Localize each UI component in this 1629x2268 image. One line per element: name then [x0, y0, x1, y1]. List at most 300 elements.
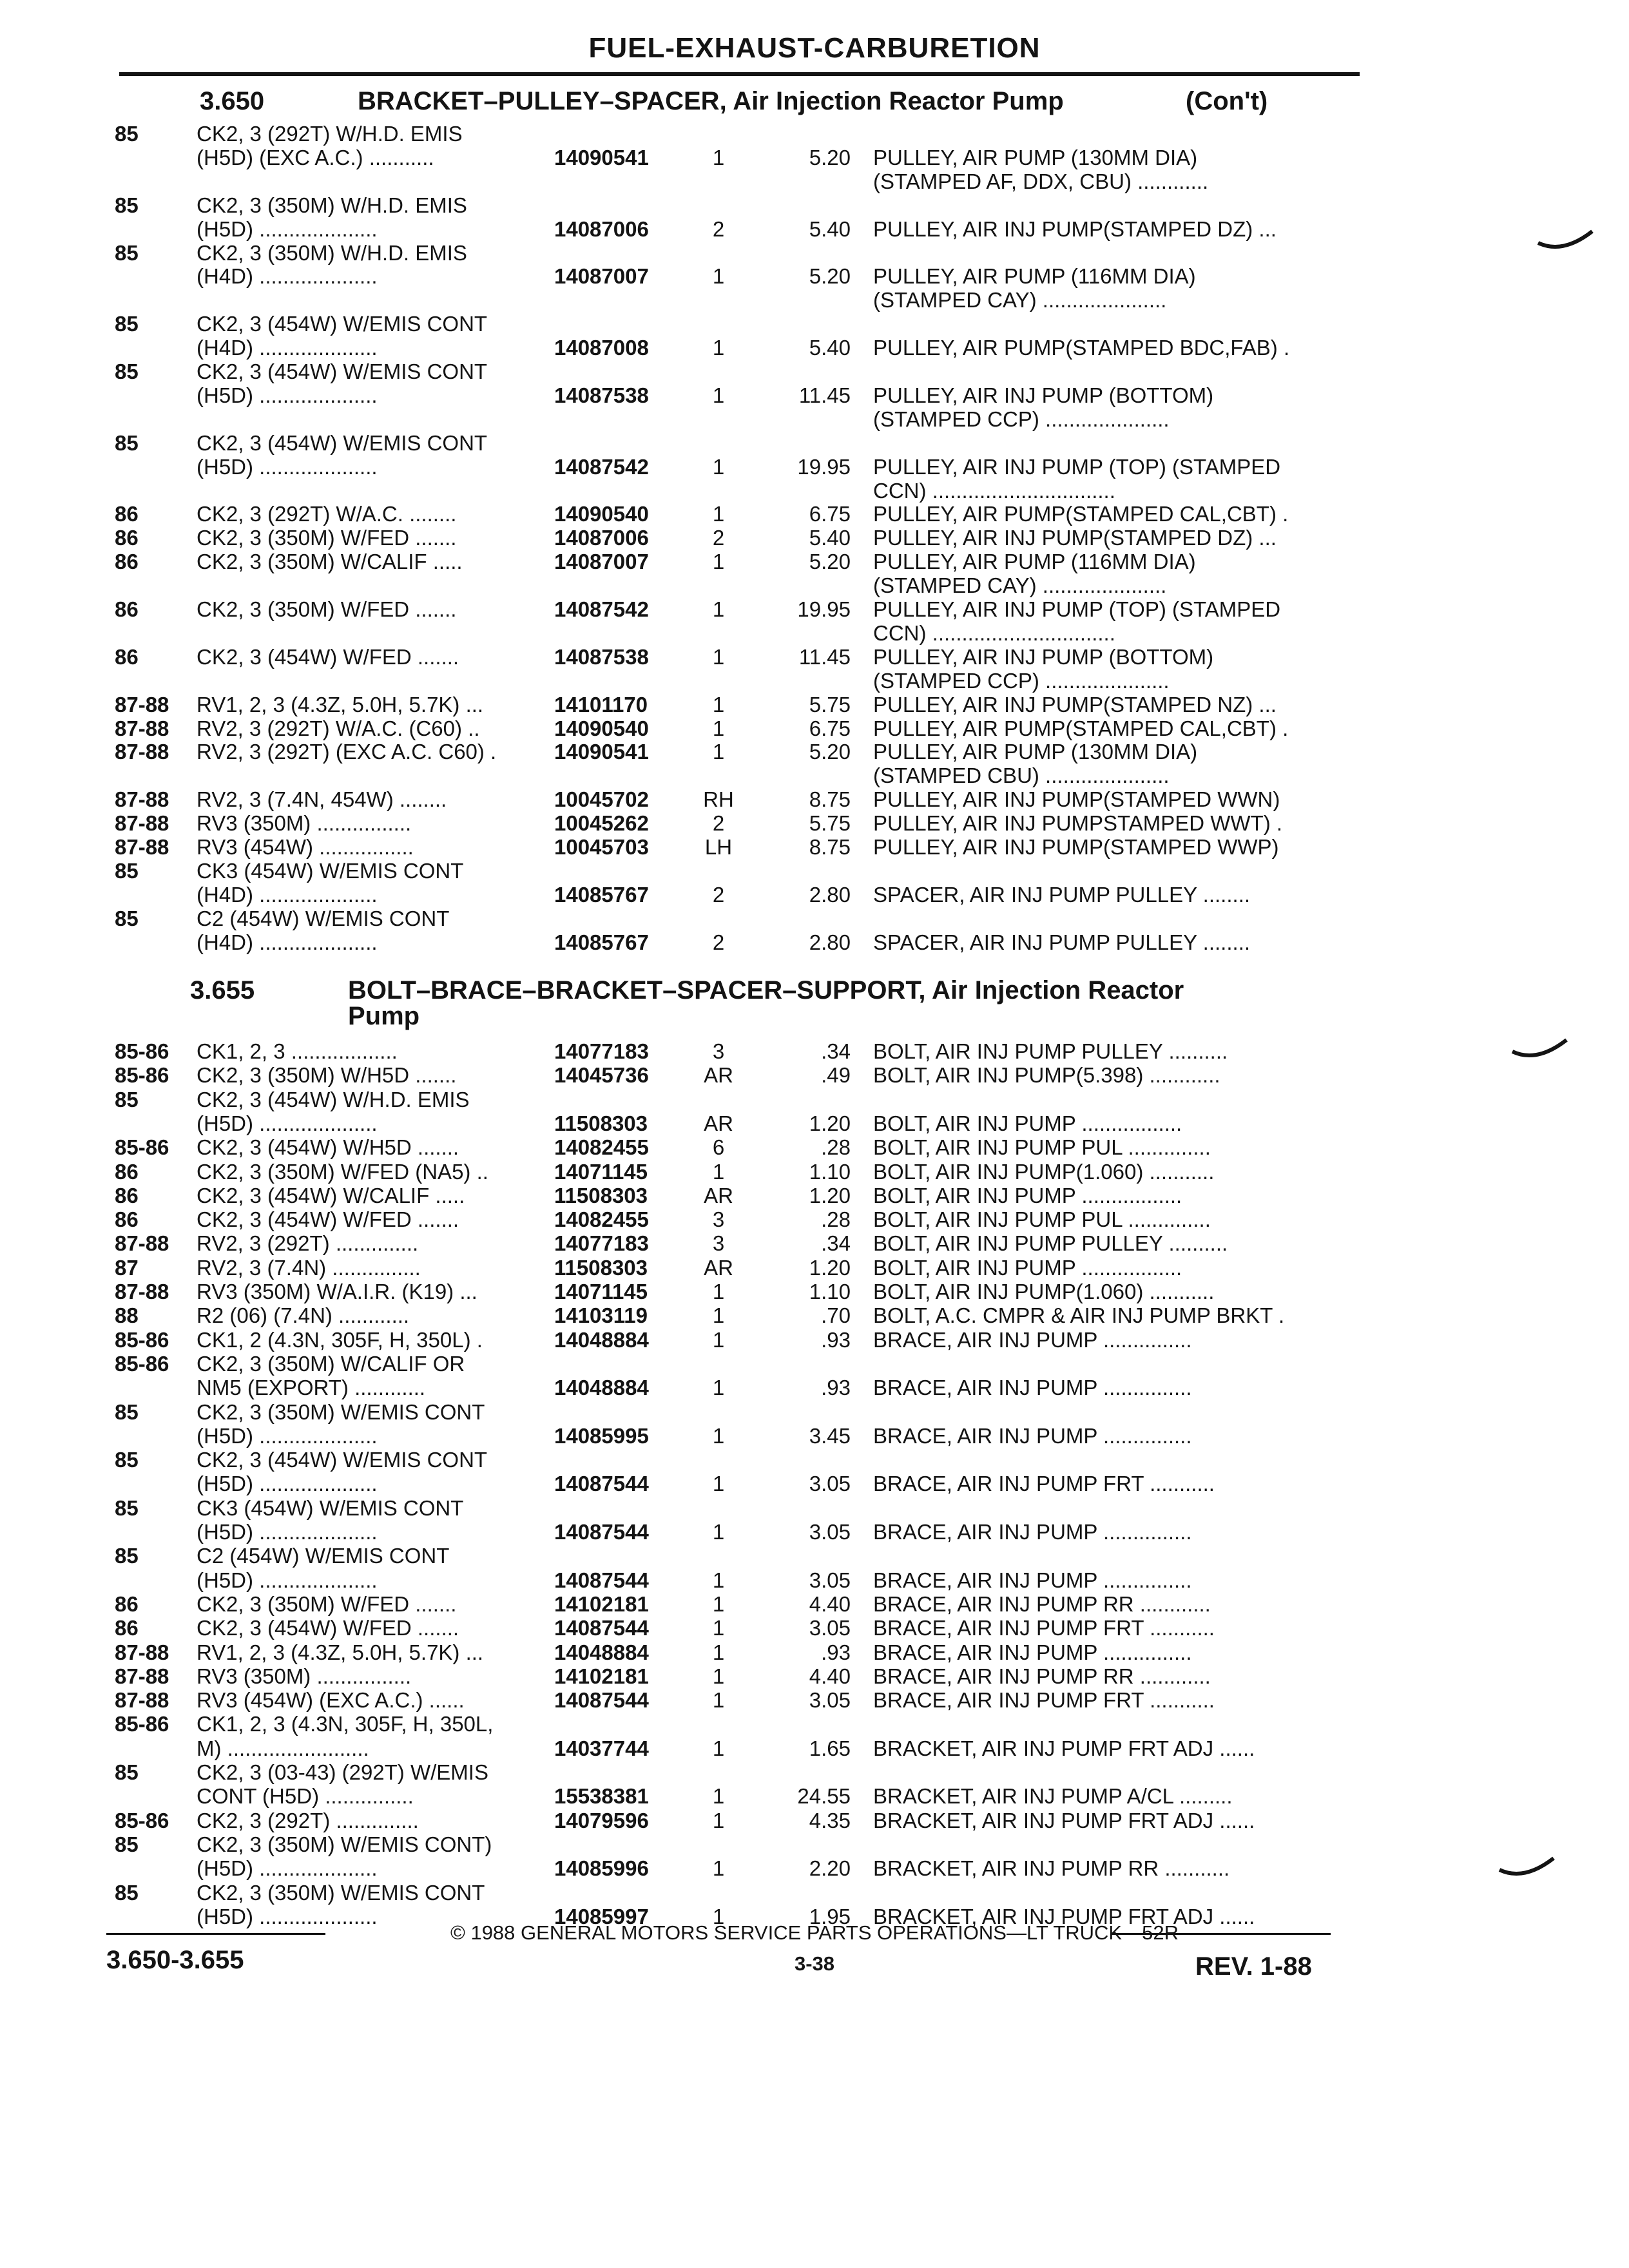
- description: CK2, 3 (350M) W/CALIF OR: [197, 1351, 465, 1376]
- part-name: BOLT, AIR INJ PUMP PUL ..............: [873, 1135, 1211, 1160]
- model-year: 85-86: [115, 1327, 169, 1352]
- part-number: 14090540: [554, 716, 649, 740]
- parts-row: [0, 407, 1629, 432]
- part-number: 10045703: [554, 835, 649, 859]
- part-number: 11508303: [554, 1111, 648, 1135]
- description: CK2, 3 (350M) W/H5D .......: [197, 1063, 457, 1088]
- part-number: 14082455: [554, 1207, 649, 1232]
- parts-row: [0, 264, 1629, 289]
- part-number: 14102181: [554, 1591, 649, 1616]
- part-number: 14087544: [554, 1568, 649, 1592]
- parts-row: [0, 287, 1629, 313]
- parts-row: [0, 1447, 1629, 1473]
- part-number: 10045702: [554, 787, 649, 812]
- part-number: 14087542: [554, 597, 649, 621]
- price: 5.40: [809, 216, 851, 241]
- parts-row: [0, 549, 1629, 575]
- quantity: LH: [704, 835, 733, 859]
- parts-row: [0, 216, 1629, 242]
- quantity: 2: [712, 811, 725, 836]
- parts-row: [0, 930, 1629, 956]
- description: RV3 (454W) ................: [197, 835, 414, 859]
- parts-row: [0, 620, 1629, 646]
- description: RV2, 3 (7.4N) ...............: [197, 1255, 421, 1280]
- part-name: BOLT, AIR INJ PUMP .................: [873, 1111, 1182, 1135]
- part-name: BRACE, AIR INJ PUMP FRT ...........: [873, 1688, 1215, 1713]
- description: (H5D) ....................: [197, 1520, 378, 1544]
- quantity: 1: [712, 1280, 725, 1303]
- parts-row: [0, 1711, 1629, 1737]
- description: (H5D) ....................: [197, 383, 378, 407]
- model-year: 86: [115, 550, 139, 574]
- part-name: (STAMPED CBU) .....................: [873, 764, 1170, 788]
- description: C2 (454W) W/EMIS CONT: [197, 1544, 450, 1568]
- part-number: 14102181: [554, 1664, 649, 1688]
- description: (H4D) ....................: [197, 336, 378, 360]
- parts-row: [0, 1279, 1629, 1305]
- price: 8.75: [809, 787, 851, 812]
- part-name: PULLEY, AIR PUMP (130MM DIA): [873, 145, 1198, 169]
- quantity: 1: [712, 1472, 725, 1496]
- model-year: 85: [115, 122, 139, 146]
- parts-row: [0, 716, 1629, 742]
- model-year: 85: [115, 1544, 139, 1568]
- model-year: 87-88: [115, 692, 169, 716]
- description: (H5D) ....................: [197, 1856, 378, 1881]
- description: CK2, 3 (03-43) (292T) W/EMIS: [197, 1760, 488, 1784]
- description: (H4D) ....................: [197, 882, 378, 907]
- part-name: BRACE, AIR INJ PUMP FRT ...........: [873, 1472, 1215, 1496]
- part-number: 14045736: [554, 1063, 649, 1088]
- model-year: 85: [115, 906, 139, 930]
- part-name: PULLEY, AIR INJ PUMPSTAMPED WWT) .: [873, 811, 1283, 836]
- parts-row: [0, 1519, 1629, 1545]
- model-year: 86: [115, 1616, 139, 1640]
- parts-row: [0, 1135, 1629, 1160]
- part-number: 14090540: [554, 502, 649, 526]
- quantity: 1: [712, 1856, 725, 1881]
- model-year: 86: [115, 1207, 139, 1232]
- model-year: 85: [115, 1399, 139, 1424]
- parts-row: [0, 906, 1629, 932]
- part-number: 14087008: [554, 336, 649, 360]
- price: .28: [821, 1207, 851, 1232]
- parts-row: [0, 430, 1629, 456]
- model-year: 85: [115, 240, 139, 265]
- parts-row: [0, 834, 1629, 860]
- quantity: 1: [712, 1327, 725, 1352]
- price: 11.45: [798, 383, 851, 407]
- description: (H5D) ....................: [197, 1568, 378, 1592]
- parts-row: [0, 1351, 1629, 1377]
- description: CK3 (454W) W/EMIS CONT: [197, 1495, 464, 1520]
- price: 4.35: [809, 1808, 851, 1832]
- part-number: 14087544: [554, 1688, 649, 1713]
- quantity: 3: [712, 1231, 725, 1256]
- part-number: 14087006: [554, 526, 649, 550]
- parts-row: [0, 573, 1629, 599]
- parts-row: [0, 1423, 1629, 1449]
- description: NM5 (EXPORT) ............: [197, 1376, 426, 1400]
- part-name: BOLT, AIR INJ PUMP .................: [873, 1255, 1182, 1280]
- parts-row: [0, 311, 1629, 337]
- price: 5.40: [809, 336, 851, 360]
- part-number: 11508303: [554, 1255, 648, 1280]
- model-year: 86: [115, 1591, 139, 1616]
- part-number: 14087544: [554, 1616, 649, 1640]
- part-name: PULLEY, AIR INJ PUMP (TOP) (STAMPED: [873, 597, 1281, 621]
- description: RV2, 3 (292T) (EXC A.C. C60) .: [197, 740, 497, 764]
- part-number: 14087538: [554, 644, 649, 669]
- price: .34: [821, 1231, 851, 1256]
- model-year: 85: [115, 1880, 139, 1905]
- parts-row: [0, 1399, 1629, 1425]
- quantity: 1: [712, 550, 725, 574]
- part-name: BRACKET, AIR INJ PUMP RR ...........: [873, 1856, 1230, 1881]
- quantity: 1: [712, 1808, 725, 1832]
- part-number: 14048884: [554, 1640, 649, 1664]
- description: CK2, 3 (350M) W/EMIS CONT: [197, 1399, 485, 1424]
- price: .49: [821, 1063, 851, 1088]
- parts-row: [0, 1087, 1629, 1113]
- parts-row: [0, 169, 1629, 195]
- footer-page-number: 3-38: [794, 1952, 835, 1975]
- part-name: BRACKET, AIR INJ PUMP FRT ADJ ......: [873, 1904, 1255, 1928]
- description: (H5D) ....................: [197, 1904, 378, 1928]
- quantity: 1: [712, 145, 725, 169]
- price: 3.45: [809, 1423, 851, 1448]
- parts-row: [0, 882, 1629, 908]
- model-year: 85: [115, 1832, 139, 1856]
- parts-row: [0, 478, 1629, 504]
- price: 1.20: [809, 1111, 851, 1135]
- description: CK2, 3 (454W) W/CALIF .....: [197, 1183, 465, 1207]
- price: .93: [821, 1327, 851, 1352]
- parts-row: [0, 359, 1629, 385]
- description: RV1, 2, 3 (4.3Z, 5.0H, 5.7K) ...: [197, 692, 484, 716]
- part-name: BRACE, AIR INJ PUMP ...............: [873, 1423, 1192, 1448]
- parts-row: [0, 1687, 1629, 1713]
- part-name: BRACKET, AIR INJ PUMP FRT ADJ ......: [873, 1736, 1255, 1760]
- part-number: 14077183: [554, 1039, 649, 1063]
- price: 3.05: [809, 1472, 851, 1496]
- parts-row: [0, 335, 1629, 361]
- description: RV3 (350M) ................: [197, 811, 412, 836]
- part-name: BOLT, AIR INJ PUMP(1.060) ...........: [873, 1280, 1215, 1303]
- price: 3.05: [809, 1568, 851, 1592]
- price: 2.20: [809, 1856, 851, 1881]
- description: CK2, 3 (292T) ..............: [197, 1808, 419, 1832]
- part-name: BRACE, AIR INJ PUMP ...............: [873, 1327, 1192, 1352]
- section-number: 3.655: [190, 976, 255, 1004]
- quantity: 1: [712, 1616, 725, 1640]
- description: CK2, 3 (350M) W/EMIS CONT): [197, 1832, 492, 1856]
- quantity: 1: [712, 1784, 725, 1809]
- model-year: 87-88: [115, 716, 169, 740]
- part-name: (STAMPED CAY) .....................: [873, 288, 1167, 312]
- price: 5.20: [809, 550, 851, 574]
- part-name: SPACER, AIR INJ PUMP PULLEY ........: [873, 930, 1251, 954]
- part-number: 14085995: [554, 1423, 649, 1448]
- quantity: AR: [704, 1111, 733, 1135]
- part-name: PULLEY, AIR PUMP(STAMPED CAL,CBT) .: [873, 502, 1289, 526]
- model-year: 87-88: [115, 1640, 169, 1664]
- model-year: 88: [115, 1303, 139, 1328]
- part-name: PULLEY, AIR PUMP (116MM DIA): [873, 550, 1196, 574]
- quantity: 1: [712, 454, 725, 479]
- description: C2 (454W) W/EMIS CONT: [197, 906, 450, 930]
- parts-row: [0, 1111, 1629, 1137]
- description: CK3 (454W) W/EMIS CONT: [197, 858, 464, 883]
- description: RV1, 2, 3 (4.3Z, 5.0H, 5.7K) ...: [197, 1640, 484, 1664]
- footer-section-ref: 3.650-3.655: [106, 1946, 244, 1974]
- parts-row: [0, 1231, 1629, 1256]
- description: R2 (06) (7.4N) ............: [197, 1303, 410, 1328]
- page-header-title: FUEL-EXHAUST-CARBURETION: [588, 32, 1041, 64]
- price: 19.95: [797, 454, 851, 479]
- footer-copyright: © 1988 GENERAL MOTORS SERVICE PARTS OPERATIONS—LT TRUCK—52R: [450, 1921, 1179, 1944]
- quantity: RH: [703, 787, 734, 812]
- description: (H4D) ....................: [197, 264, 378, 289]
- price: 1.20: [809, 1183, 851, 1207]
- part-name: PULLEY, AIR PUMP (130MM DIA): [873, 740, 1198, 764]
- model-year: 86: [115, 1183, 139, 1207]
- quantity: 6: [712, 1135, 725, 1160]
- parts-row: [0, 1327, 1629, 1353]
- section-number: 3.650: [200, 87, 265, 115]
- part-number: 14085997: [554, 1904, 649, 1928]
- price: 6.75: [809, 716, 851, 740]
- parts-row: [0, 1062, 1629, 1088]
- description: CK2, 3 (350M) W/FED (NA5) ..: [197, 1159, 488, 1184]
- parts-row: [0, 1375, 1629, 1401]
- model-year: 87-88: [115, 1231, 169, 1256]
- part-number: 14085767: [554, 882, 649, 907]
- quantity: 1: [712, 597, 725, 621]
- description: CK2, 3 (454W) W/EMIS CONT: [197, 312, 488, 336]
- part-name: BOLT, AIR INJ PUMP .................: [873, 1183, 1182, 1207]
- parts-row: [0, 1640, 1629, 1666]
- description: CK2, 3 (350M) W/H.D. EMIS: [197, 240, 467, 265]
- section-continued: (Con't): [1186, 87, 1268, 115]
- price: 1.65: [809, 1736, 851, 1760]
- price: 4.40: [809, 1591, 851, 1616]
- model-year: 85: [115, 193, 139, 217]
- description: (H5D) ....................: [197, 454, 378, 479]
- parts-row: [0, 739, 1629, 765]
- parts-row: [0, 525, 1629, 551]
- parts-row: [0, 1808, 1629, 1834]
- price: 5.75: [809, 692, 851, 716]
- part-name: PULLEY, AIR INJ PUMP(STAMPED DZ) ...: [873, 526, 1277, 550]
- part-name: BOLT, AIR INJ PUMP PULLEY ..........: [873, 1039, 1228, 1063]
- part-number: 14087542: [554, 454, 649, 479]
- model-year: 85-86: [115, 1808, 169, 1832]
- parts-row: [0, 1591, 1629, 1617]
- part-name: (STAMPED AF, DDX, CBU) ............: [873, 169, 1209, 193]
- model-year: 87-88: [115, 811, 169, 836]
- description: CK1, 2, 3 ..................: [197, 1039, 398, 1063]
- quantity: 1: [712, 1568, 725, 1592]
- part-name: BOLT, A.C. CMPR & AIR INJ PUMP BRKT .: [873, 1303, 1285, 1328]
- header-rule: [119, 72, 1360, 76]
- description: RV3 (454W) (EXC A.C.) ......: [197, 1688, 465, 1713]
- description: CK2, 3 (350M) W/H.D. EMIS: [197, 193, 467, 217]
- part-number: 14087538: [554, 383, 649, 407]
- quantity: 1: [712, 1159, 725, 1184]
- model-year: 87-88: [115, 787, 169, 812]
- part-number: 14077183: [554, 1231, 649, 1256]
- quantity: AR: [704, 1183, 733, 1207]
- quantity: 1: [712, 1376, 725, 1400]
- quantity: 1: [712, 740, 725, 764]
- parts-row: [0, 1856, 1629, 1881]
- check-mark-1: [1537, 229, 1595, 255]
- model-year: 85: [115, 858, 139, 883]
- part-name: (STAMPED CCP) .....................: [873, 668, 1170, 693]
- model-year: 87-88: [115, 1664, 169, 1688]
- quantity: AR: [704, 1063, 733, 1088]
- part-name: BRACKET, AIR INJ PUMP A/CL .........: [873, 1784, 1233, 1809]
- description: RV2, 3 (292T) ..............: [197, 1231, 419, 1256]
- model-year: 85: [115, 1760, 139, 1784]
- model-year: 87-88: [115, 740, 169, 764]
- price: 1.95: [809, 1904, 851, 1928]
- price: .34: [821, 1039, 851, 1063]
- model-year: 87: [115, 1255, 139, 1280]
- quantity: 1: [712, 502, 725, 526]
- part-number: 14037744: [554, 1736, 649, 1760]
- description: (H5D) ....................: [197, 216, 378, 241]
- price: 3.05: [809, 1520, 851, 1544]
- parts-row: [0, 858, 1629, 884]
- part-number: 14087007: [554, 550, 649, 574]
- description: (H5D) (EXC A.C.) ...........: [197, 145, 434, 169]
- section-title-line2: Pump: [348, 1002, 420, 1030]
- parts-row: [0, 692, 1629, 718]
- parts-row: [0, 1159, 1629, 1185]
- model-year: 86: [115, 1159, 139, 1184]
- part-number: 14087006: [554, 216, 649, 241]
- parts-row: [0, 145, 1629, 171]
- quantity: 1: [712, 1640, 725, 1664]
- part-name: BRACKET, AIR INJ PUMP FRT ADJ ......: [873, 1808, 1255, 1832]
- quantity: AR: [704, 1255, 733, 1280]
- parts-row: [0, 1832, 1629, 1858]
- part-number: 14101170: [554, 692, 648, 716]
- quantity: 1: [712, 644, 725, 669]
- quantity: 1: [712, 1423, 725, 1448]
- part-name: BOLT, AIR INJ PUMP(1.060) ...........: [873, 1159, 1215, 1184]
- part-name: BRACE, AIR INJ PUMP ...............: [873, 1520, 1192, 1544]
- description: RV3 (350M) W/A.I.R. (K19) ...: [197, 1280, 477, 1303]
- parts-row: [0, 193, 1629, 218]
- description: CK2, 3 (454W) W/EMIS CONT: [197, 360, 488, 383]
- footer-revision: REV. 1-88: [1195, 1952, 1312, 1981]
- part-name: CCN) ...............................: [873, 478, 1115, 503]
- quantity: 2: [712, 526, 725, 550]
- part-number: 10045262: [554, 811, 649, 836]
- quantity: 1: [712, 336, 725, 360]
- parts-row: [0, 1183, 1629, 1209]
- parts-row: [0, 1207, 1629, 1233]
- price: .70: [821, 1303, 851, 1328]
- price: 6.75: [809, 502, 851, 526]
- price: 5.20: [809, 264, 851, 289]
- check-mark-2: [1511, 1037, 1569, 1063]
- parts-row: [0, 240, 1629, 266]
- price: .93: [821, 1640, 851, 1664]
- part-number: 14090541: [554, 145, 649, 169]
- description: (H5D) ....................: [197, 1472, 378, 1496]
- parts-row: [0, 668, 1629, 694]
- quantity: 1: [712, 383, 725, 407]
- quantity: 1: [712, 1688, 725, 1713]
- part-name: BOLT, AIR INJ PUMP PUL ..............: [873, 1207, 1211, 1232]
- price: 5.75: [809, 811, 851, 836]
- price: 1.10: [809, 1280, 851, 1303]
- quantity: 1: [712, 1591, 725, 1616]
- model-year: 87-88: [115, 1688, 169, 1713]
- parts-row: [0, 787, 1629, 812]
- part-name: CCN) ...............................: [873, 620, 1115, 645]
- price: 5.20: [809, 145, 851, 169]
- parts-row: [0, 1736, 1629, 1762]
- part-name: PULLEY, AIR INJ PUMP (TOP) (STAMPED: [873, 454, 1281, 479]
- part-number: 14079596: [554, 1808, 649, 1832]
- parts-row: [0, 1039, 1629, 1064]
- part-number: 14087544: [554, 1472, 649, 1496]
- part-name: BRACE, AIR INJ PUMP RR ............: [873, 1664, 1211, 1688]
- part-name: (STAMPED CCP) .....................: [873, 407, 1170, 431]
- part-name: BOLT, AIR INJ PUMP PULLEY ..........: [873, 1231, 1228, 1256]
- description: CK2, 3 (454W) W/EMIS CONT: [197, 1448, 488, 1472]
- part-number: 14085767: [554, 930, 649, 954]
- parts-row: [0, 1664, 1629, 1689]
- part-name: PULLEY, AIR INJ PUMP(STAMPED WWP): [873, 835, 1279, 859]
- model-year: 85-86: [115, 1351, 169, 1376]
- description: RV2, 3 (292T) W/A.C. (C60) ..: [197, 716, 480, 740]
- description: (H4D) ....................: [197, 930, 378, 954]
- price: 5.20: [809, 740, 851, 764]
- model-year: 87-88: [115, 835, 169, 859]
- model-year: 85: [115, 360, 139, 383]
- price: .28: [821, 1135, 851, 1160]
- part-name: BRACE, AIR INJ PUMP ...............: [873, 1376, 1192, 1400]
- part-name: PULLEY, AIR INJ PUMP (BOTTOM): [873, 383, 1214, 407]
- model-year: 85: [115, 1448, 139, 1472]
- model-year: 85: [115, 430, 139, 455]
- description: CK2, 3 (292T) W/A.C. ........: [197, 502, 457, 526]
- part-name: BRACE, AIR INJ PUMP RR ............: [873, 1591, 1211, 1616]
- part-name: PULLEY, AIR INJ PUMP (BOTTOM): [873, 644, 1214, 669]
- description: M) ........................: [197, 1736, 369, 1760]
- model-year: 85: [115, 312, 139, 336]
- model-year: 85-86: [115, 1063, 169, 1088]
- quantity: 2: [712, 882, 725, 907]
- quantity: 1: [712, 692, 725, 716]
- model-year: 86: [115, 597, 139, 621]
- price: 3.05: [809, 1616, 851, 1640]
- description: CK2, 3 (350M) W/FED .......: [197, 526, 457, 550]
- quantity: 1: [712, 1303, 725, 1328]
- section-title: BRACKET–PULLEY–SPACER, Air Injection Reactor Pump: [358, 87, 1064, 115]
- parts-row: [0, 644, 1629, 670]
- parts-row: [0, 383, 1629, 408]
- description: CK2, 3 (454W) W/EMIS CONT: [197, 430, 488, 455]
- description: RV2, 3 (7.4N, 454W) ........: [197, 787, 447, 812]
- part-number: 15538381: [554, 1784, 649, 1809]
